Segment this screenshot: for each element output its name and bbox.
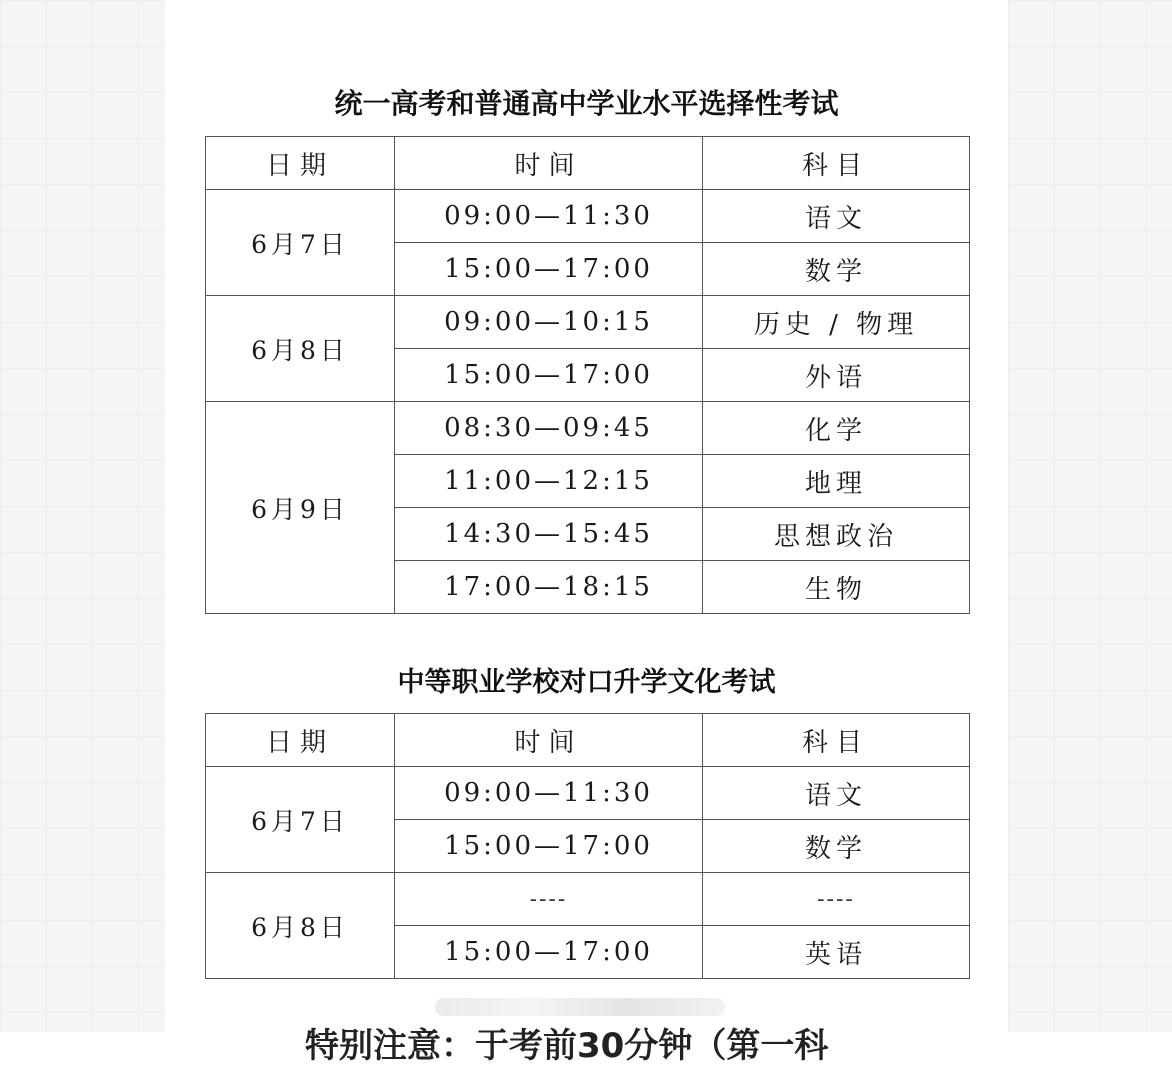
header-subject: 科目 <box>703 137 970 190</box>
table-row <box>206 402 970 455</box>
exam1-title: 统一高考和普通高中学业水平选择性考试 <box>334 87 839 120</box>
exam1-schedule-table <box>205 136 970 614</box>
date-cell: 6月8日 <box>206 296 395 402</box>
subject-cell: 历史 / 物理 <box>703 296 970 349</box>
table-header-row <box>206 137 970 190</box>
cropped-footer-note <box>165 990 1008 1066</box>
subject-cell: 语文 <box>703 767 970 820</box>
footer-partial-text: 特别注意：于考前30分钟（第一科 <box>305 1026 829 1066</box>
header-time: 时间 <box>395 137 703 190</box>
time-cell: 15:00—17:00 <box>395 349 703 402</box>
schedule-document <box>165 0 1008 1066</box>
date-cell: 6月8日 <box>206 873 395 979</box>
header-date: 日期 <box>206 137 395 190</box>
subject-cell: 外语 <box>703 349 970 402</box>
exam2-title: 中等职业学校对口升学文化考试 <box>397 667 776 698</box>
table-row <box>206 767 970 820</box>
subject-cell: 数学 <box>703 820 970 873</box>
date-cell: 6月7日 <box>206 190 395 296</box>
date-cell: 6月9日 <box>206 402 395 614</box>
subject-cell: 数学 <box>703 243 970 296</box>
header-subject: 科目 <box>703 714 970 767</box>
time-cell: 15:00—17:00 <box>395 926 703 979</box>
subject-cell: 思想政治 <box>703 508 970 561</box>
time-cell: 15:00—17:00 <box>395 820 703 873</box>
time-cell: 17:00—18:15 <box>395 561 703 614</box>
subject-cell: 地理 <box>703 455 970 508</box>
subject-cell: 化学 <box>703 402 970 455</box>
time-cell: 09:00—10:15 <box>395 296 703 349</box>
table-row <box>206 190 970 243</box>
time-cell-empty: ---- <box>395 873 703 926</box>
time-cell: 15:00—17:00 <box>395 243 703 296</box>
subject-cell: 生物 <box>703 561 970 614</box>
header-date: 日期 <box>206 714 395 767</box>
time-cell: 14:30—15:45 <box>395 508 703 561</box>
time-cell: 09:00—11:30 <box>395 767 703 820</box>
exam2-schedule-table <box>205 713 970 979</box>
header-time: 时间 <box>395 714 703 767</box>
table-row <box>206 873 970 926</box>
subject-cell: 英语 <box>703 926 970 979</box>
date-cell: 6月7日 <box>206 767 395 873</box>
subject-cell-empty: ---- <box>703 873 970 926</box>
table-header-row <box>206 714 970 767</box>
subject-cell: 语文 <box>703 190 970 243</box>
time-cell: 08:30—09:45 <box>395 402 703 455</box>
background-grid-right <box>1008 0 1172 1032</box>
time-cell: 09:00—11:30 <box>395 190 703 243</box>
blurred-watermark <box>435 998 725 1016</box>
background-grid-left <box>0 0 165 1032</box>
time-cell: 11:00—12:15 <box>395 455 703 508</box>
table-row <box>206 296 970 349</box>
